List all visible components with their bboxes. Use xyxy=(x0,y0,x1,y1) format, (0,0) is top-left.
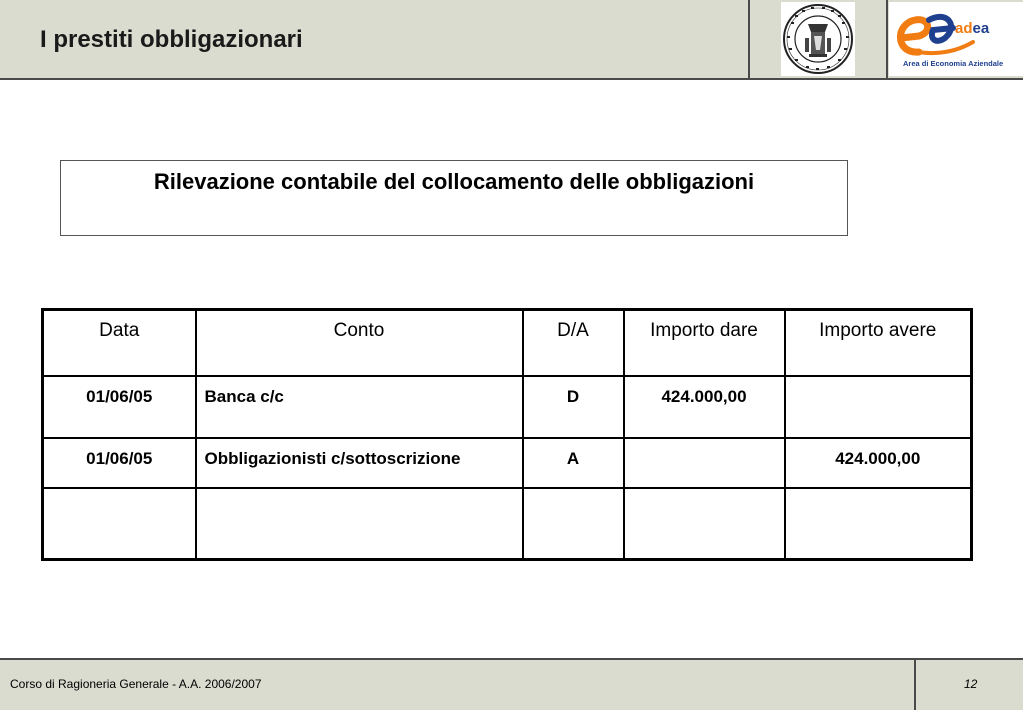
column-header-data: Data xyxy=(43,310,196,376)
course-label: Corso di Ragioneria Generale - A.A. 2006/2007 xyxy=(10,677,262,691)
column-header-da: D/A xyxy=(523,310,624,376)
cell-importo-avere xyxy=(785,376,972,438)
table-header-row xyxy=(43,310,972,376)
seal-icon xyxy=(781,2,855,76)
cell-importo-dare xyxy=(624,488,785,560)
cell-conto: Banca c/c xyxy=(196,376,523,438)
subtitle-text: Rilevazione contabile del collocamento delle obbligazioni xyxy=(153,169,755,194)
slide-title: I prestiti obbligazionari xyxy=(40,26,303,53)
cell-da xyxy=(523,488,624,560)
column-header-importo-dare: Importo dare xyxy=(624,310,785,376)
cell-da: A xyxy=(523,438,624,488)
adea-logo-icon xyxy=(889,2,1023,60)
logo-caption: Area di Economia Aziendale xyxy=(903,59,1004,68)
cell-importo-dare: 424.000,00 xyxy=(624,376,785,438)
svg-text:adea: adea xyxy=(955,20,990,37)
cell-conto xyxy=(196,488,523,560)
footer-band xyxy=(0,658,1023,710)
page-number: 12 xyxy=(964,677,978,691)
adea-logo xyxy=(889,2,1023,76)
column-header-conto: Conto xyxy=(196,310,523,376)
table-row xyxy=(43,438,972,488)
cell-da: D xyxy=(523,376,624,438)
cell-importo-avere xyxy=(785,488,972,560)
university-seal-logo xyxy=(781,2,855,76)
cell-data: 01/06/05 xyxy=(43,376,196,438)
journal-entry-table xyxy=(41,308,973,561)
header-band xyxy=(0,0,1023,80)
subtitle-box xyxy=(60,160,848,236)
footer-divider xyxy=(914,660,916,710)
header-divider xyxy=(886,0,888,78)
cell-conto: Obbligazionisti c/sottoscrizione xyxy=(196,438,523,488)
table-row xyxy=(43,376,972,438)
cell-data xyxy=(43,488,196,560)
cell-importo-avere: 424.000,00 xyxy=(785,438,972,488)
table-row xyxy=(43,488,972,560)
cell-importo-dare xyxy=(624,438,785,488)
column-header-importo-avere: Importo avere xyxy=(785,310,972,376)
cell-data: 01/06/05 xyxy=(43,438,196,488)
header-divider xyxy=(748,0,750,78)
